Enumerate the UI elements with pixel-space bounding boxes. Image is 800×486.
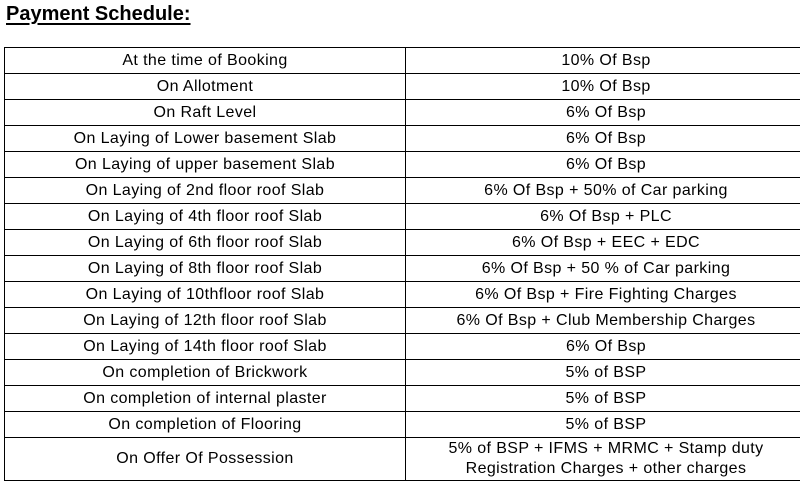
table-row [5,386,800,412]
amount-cell: 5% of BSP [406,386,800,412]
stage-cell: On Laying of 6th floor roof Slab [5,230,406,256]
table-row [5,48,800,74]
amount-cell: 6% Of Bsp + Fire Fighting Charges [406,282,800,308]
table-row [5,152,800,178]
amount-cell: 6% Of Bsp [406,152,800,178]
payment-schedule-table [4,47,800,481]
table-row [5,178,800,204]
page-title: Payment Schedule: [6,3,191,25]
stage-cell: On Allotment [5,74,406,100]
stage-cell: On Laying of 12th floor roof Slab [5,308,406,334]
amount-cell: 6% Of Bsp + Club Membership Charges [406,308,800,334]
amount-cell: 5% of BSP [406,360,800,386]
stage-cell: On Offer Of Possession [5,438,406,481]
table-row [5,282,800,308]
stage-cell: On Laying of 14th floor roof Slab [5,334,406,360]
stage-cell: On Laying of upper basement Slab [5,152,406,178]
stage-cell: On Laying of Lower basement Slab [5,126,406,152]
amount-cell: 6% Of Bsp + EEC + EDC [406,230,800,256]
amount-cell: 6% Of Bsp + 50 % of Car parking [406,256,800,282]
table-row [5,256,800,282]
stage-cell: On Laying of 4th floor roof Slab [5,204,406,230]
stage-cell: On Raft Level [5,100,406,126]
table-row [5,230,800,256]
table-row [5,334,800,360]
amount-cell: 10% Of Bsp [406,48,800,74]
stage-cell: At the time of Booking [5,48,406,74]
amount-cell: 6% Of Bsp + 50% of Car parking [406,178,800,204]
table-row [5,360,800,386]
table-row [5,74,800,100]
amount-cell: 6% Of Bsp [406,100,800,126]
table-row [5,100,800,126]
table-row [5,204,800,230]
amount-cell: 6% Of Bsp [406,334,800,360]
stage-cell: On Laying of 8th floor roof Slab [5,256,406,282]
stage-cell: On Laying of 10thfloor roof Slab [5,282,406,308]
table-row [5,126,800,152]
amount-cell: 5% of BSP [406,412,800,438]
amount-cell: 6% Of Bsp + PLC [406,204,800,230]
table-row [5,438,800,481]
table-row [5,412,800,438]
stage-cell: On Laying of 2nd floor roof Slab [5,178,406,204]
stage-cell: On completion of internal plaster [5,386,406,412]
stage-cell: On completion of Flooring [5,412,406,438]
table-row [5,308,800,334]
amount-cell: 5% of BSP + IFMS + MRMC + Stamp duty Registration Charges + other charges [406,438,800,481]
stage-cell: On completion of Brickwork [5,360,406,386]
amount-cell: 6% Of Bsp [406,126,800,152]
amount-cell: 10% Of Bsp [406,74,800,100]
